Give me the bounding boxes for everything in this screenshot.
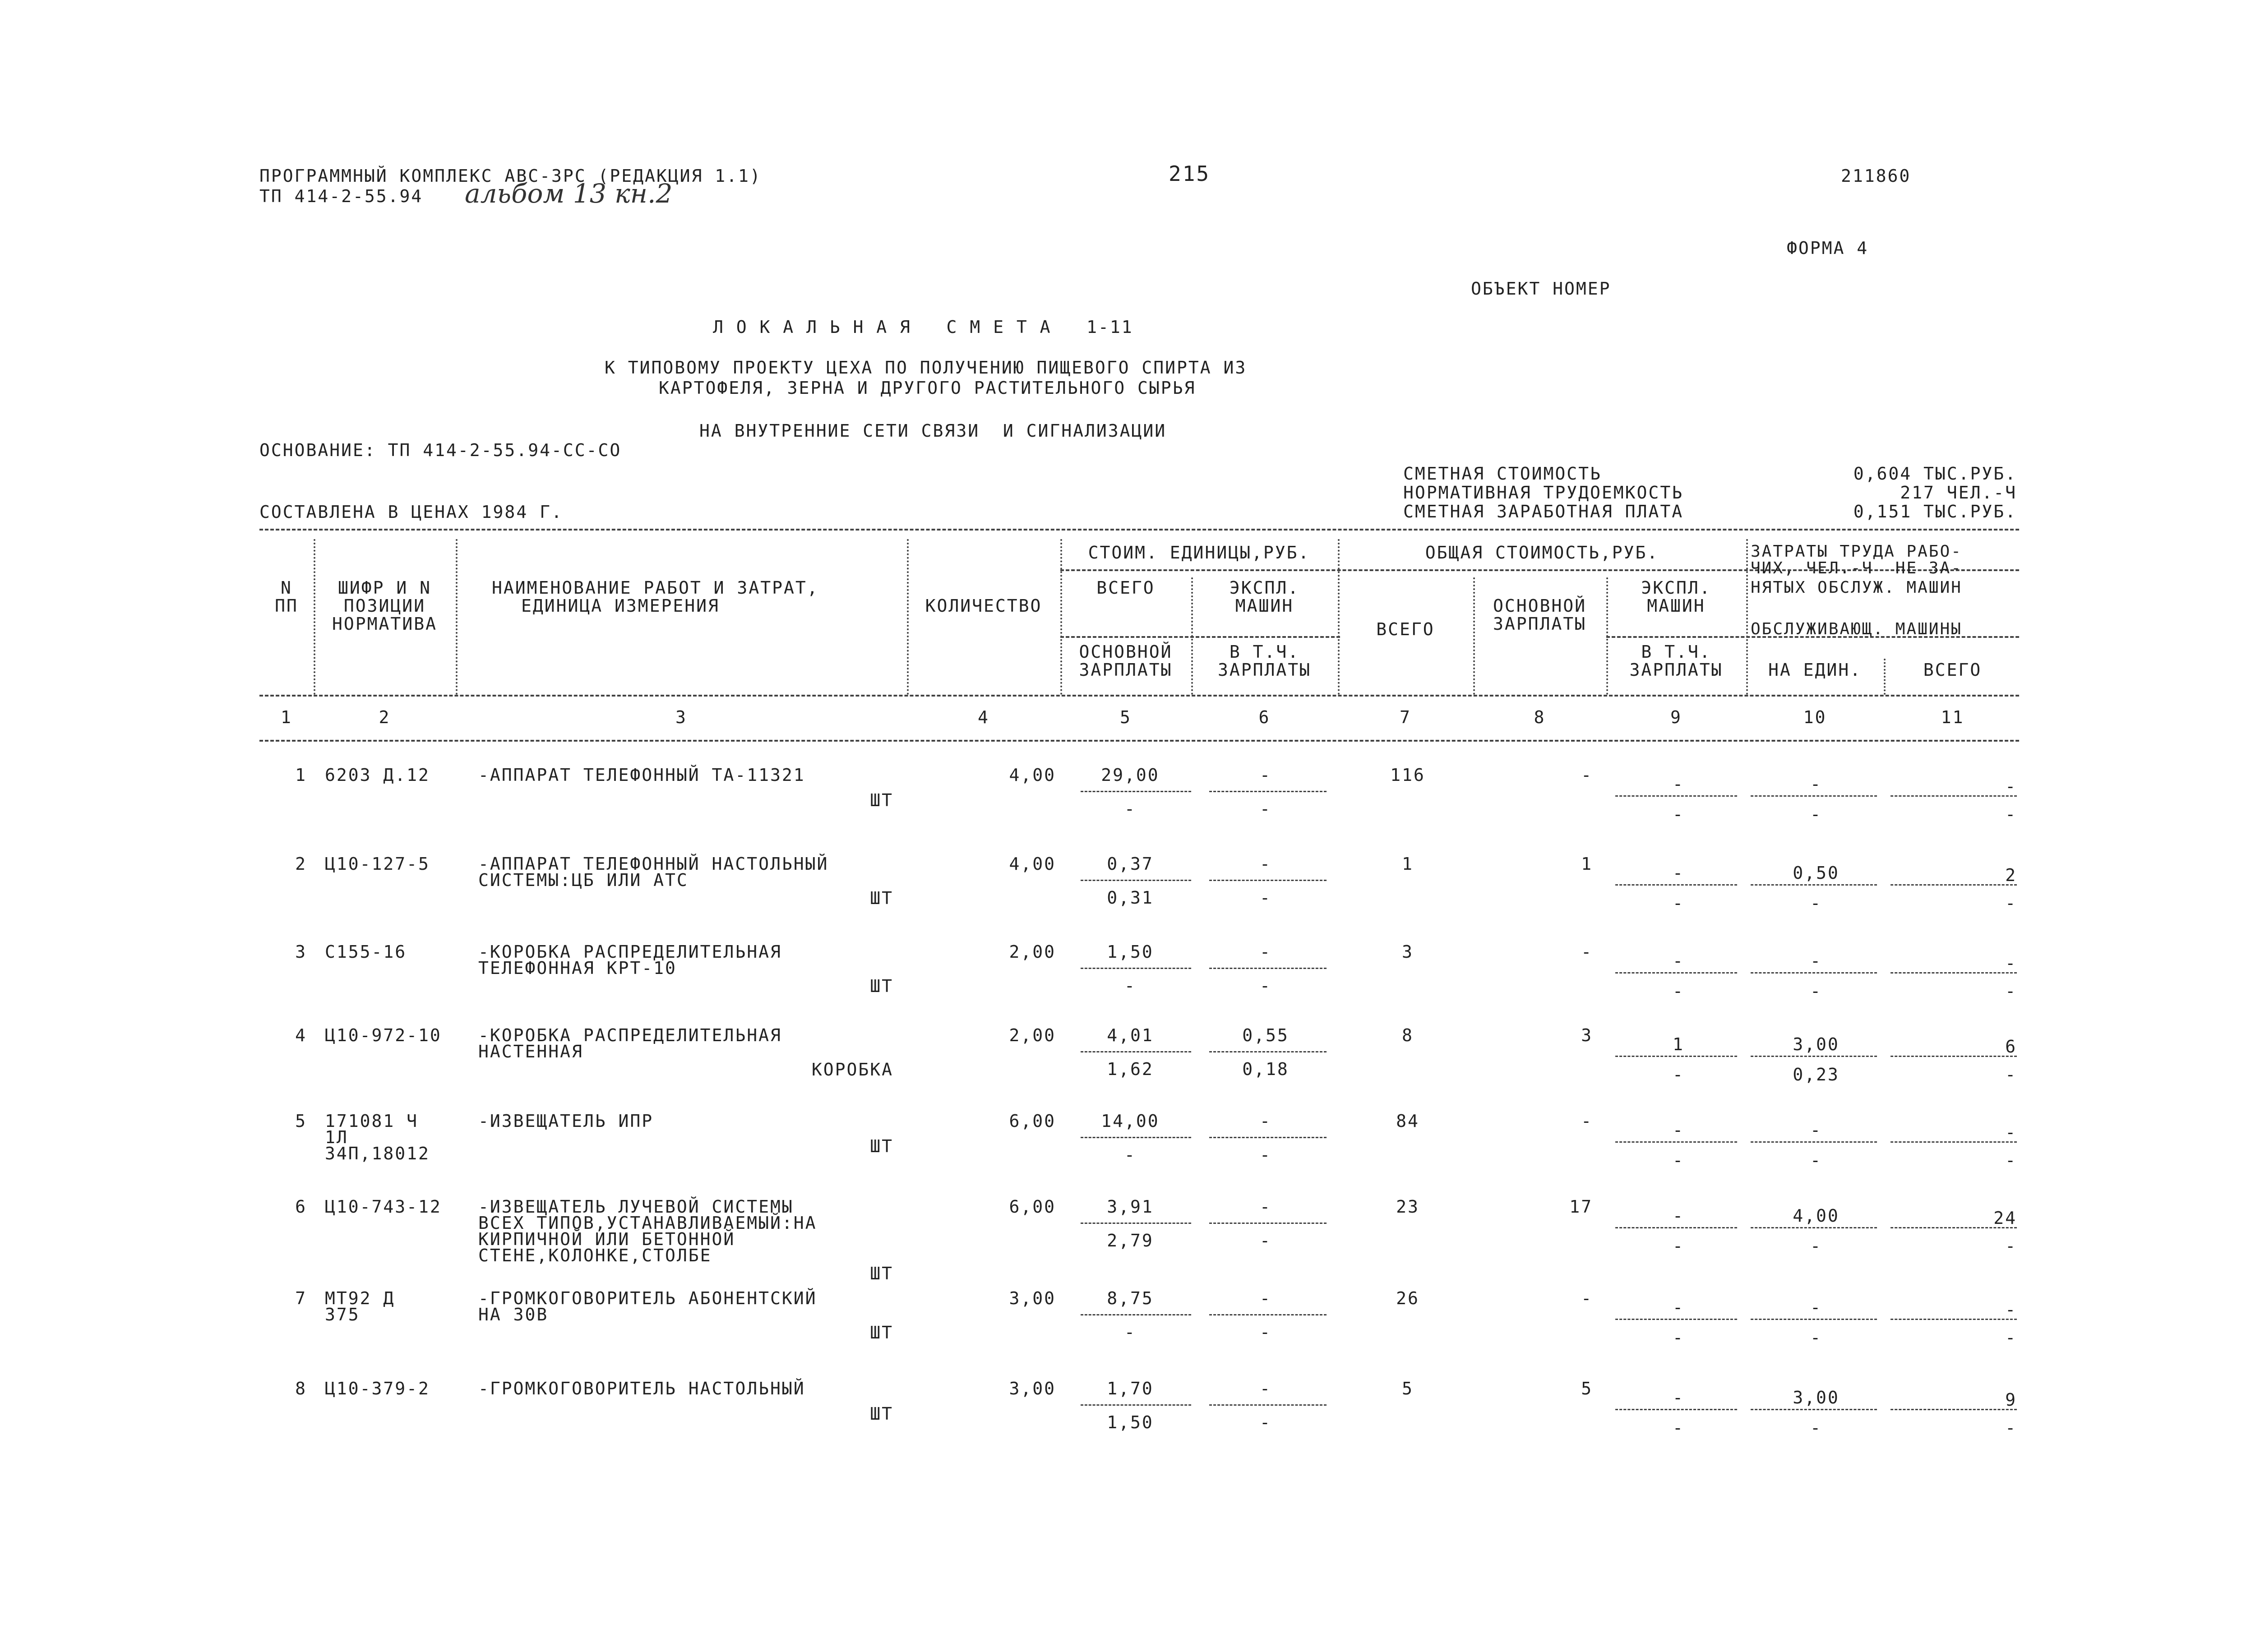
col6-sub-header: В Т.Ч. — [1229, 642, 1300, 662]
row-unit-wages: 1,62 — [1107, 1059, 1154, 1079]
row-unit-machines: - — [1260, 1288, 1271, 1308]
row-quantity: 6,00 — [1009, 1111, 1056, 1131]
row-total-wages: - — [1581, 942, 1593, 962]
row-unit-total: 8,75 — [1107, 1288, 1154, 1308]
row-unit-machine-wages: - — [1260, 799, 1271, 819]
row-number: 2 — [295, 854, 307, 874]
row-name: -КОРОБКА РАСПРЕДЕЛИТЕЛЬНАЯ — [478, 1025, 782, 1045]
row-unit-wages: - — [1124, 1145, 1136, 1165]
cell-split-rule — [1615, 1056, 1737, 1057]
row-labor-total-sub: - — [2005, 1236, 2017, 1256]
column-divider — [1338, 539, 1340, 695]
row-total-wages: 1 — [1581, 854, 1593, 874]
column-divider — [1060, 539, 1062, 695]
cell-split-rule — [1615, 1227, 1737, 1228]
cell-split-rule — [1615, 972, 1737, 974]
column-divider — [314, 539, 315, 695]
column-number: 5 — [1120, 707, 1132, 727]
row-labor-total-sub: - — [2005, 1065, 2017, 1084]
cell-split-rule — [1081, 1314, 1191, 1315]
col7-header: ВСЕГО — [1376, 619, 1435, 639]
cell-split-rule — [1209, 1137, 1327, 1138]
row-quantity: 4,00 — [1009, 765, 1056, 785]
col6-header: ЭКСПЛ. — [1229, 578, 1300, 598]
row-unit-machines: - — [1260, 765, 1271, 785]
row-labor-per-unit-sub: - — [1810, 981, 1822, 1001]
cell-split-rule — [1751, 972, 1877, 974]
column-number: 6 — [1258, 707, 1271, 727]
cell-split-rule — [1891, 1409, 2017, 1410]
row-total: 23 — [1396, 1197, 1419, 1217]
page-number: 215 — [1169, 162, 1211, 186]
row-unit-machines: - — [1260, 1379, 1271, 1398]
row-total-machine-wages: - — [1673, 804, 1684, 824]
row-unit-total: 4,01 — [1107, 1025, 1154, 1045]
col1-header: ПП — [275, 596, 298, 616]
row-name: -АППАРАТ ТЕЛЕФОННЫЙ ТА-11321 — [478, 765, 805, 785]
row-labor-total-sub: - — [2005, 893, 2017, 913]
row-total-machine-wages: - — [1673, 1418, 1684, 1438]
cell-split-rule — [1081, 1223, 1191, 1224]
cell-split-rule — [1209, 1404, 1327, 1406]
cell-split-rule — [1751, 1319, 1877, 1320]
row-unit-machine-wages: - — [1260, 1145, 1271, 1165]
row-unit-machine-wages: - — [1260, 888, 1271, 908]
row-unit-wages: - — [1124, 1322, 1136, 1342]
row-labor-per-unit: - — [1810, 951, 1822, 971]
row-labor-per-unit-sub: - — [1810, 1150, 1822, 1170]
row-number: 5 — [295, 1111, 307, 1131]
row-unit-machines: 0,55 — [1242, 1025, 1289, 1045]
cell-split-rule — [1209, 1314, 1327, 1315]
cell-split-rule — [1209, 791, 1327, 792]
program-name: ПРОГРАММНЫЙ КОМПЛЕКС АВС-ЗРС (РЕДАКЦИЯ 1.1) — [259, 166, 762, 186]
row-labor-per-unit: 3,00 — [1793, 1034, 1840, 1054]
row-quantity: 2,00 — [1009, 942, 1056, 962]
col11-header: ВСЕГО — [1923, 660, 1982, 680]
row-labor-total: 2 — [2005, 865, 2017, 885]
cell-split-rule — [1209, 1051, 1327, 1052]
row-unit-machines: - — [1260, 1197, 1271, 1217]
col5-sub-header: ОСНОВНОЙ — [1079, 642, 1173, 662]
col5-header: ВСЕГО — [1096, 578, 1155, 598]
row-total-machines: - — [1673, 1206, 1684, 1226]
cell-split-rule — [1081, 791, 1191, 792]
project-description-line1: К ТИПОВОМУ ПРОЕКТУ ЦЕХА ПО ПОЛУЧЕНИЮ ПИЩЕВОГО СПИРТА ИЗ — [605, 358, 1247, 378]
labor-group-header: ЗАТРАТЫ ТРУДА РАБО- — [1751, 542, 1962, 561]
row-quantity: 2,00 — [1009, 1025, 1056, 1045]
row-name: -ИЗВЕЩАТЕЛЬ ЛУЧЕВОЙ СИСТЕМЫ — [478, 1197, 794, 1217]
estimate-subject: НА ВНУТРЕННИЕ СЕТИ СВЯЗИ И СИГНАЛИЗАЦИИ — [699, 421, 1167, 441]
row-unit: ШТ — [870, 1404, 893, 1424]
row-code: 1Л — [325, 1127, 348, 1147]
row-name: НАСТЕННАЯ — [478, 1042, 583, 1061]
column-divider — [1606, 577, 1608, 695]
row-labor-total-sub: - — [2005, 1150, 2017, 1170]
row-name: НА 30В — [478, 1305, 549, 1324]
header-unit-subrule — [1060, 636, 1340, 638]
row-total-machines: - — [1673, 951, 1684, 971]
col9-header: МАШИН — [1647, 596, 1706, 616]
row-code: Ц10-379-2 — [325, 1379, 430, 1398]
row-labor-per-unit-sub: - — [1810, 1236, 1822, 1256]
row-code: 6203 Д.12 — [325, 765, 430, 785]
row-total-machines: - — [1673, 1297, 1684, 1317]
cell-split-rule — [1751, 1056, 1877, 1057]
row-unit-wages: - — [1124, 799, 1136, 819]
object-number-label: ОБЪЕКТ НОМЕР — [1471, 279, 1611, 299]
col6-header: МАШИН — [1235, 596, 1294, 616]
col2-header: НОРМАТИВА — [332, 614, 437, 634]
column-number: 9 — [1670, 707, 1682, 727]
cell-split-rule — [1891, 972, 2017, 974]
row-labor-per-unit: - — [1810, 1120, 1822, 1140]
row-total: 8 — [1402, 1025, 1414, 1045]
row-code: Ц10-743-12 — [325, 1197, 442, 1217]
row-unit-total: 3,91 — [1107, 1197, 1154, 1217]
row-total-machines: 1 — [1673, 1034, 1684, 1054]
col4-header: КОЛИЧЕСТВО — [925, 596, 1042, 616]
row-unit: ШТ — [870, 976, 893, 996]
row-name: -ГРОМКОГОВОРИТЕЛЬ АБОНЕНТСКИЙ — [478, 1288, 817, 1308]
row-unit: ШТ — [870, 790, 893, 810]
row-total: 5 — [1402, 1379, 1414, 1398]
row-total: 116 — [1390, 765, 1425, 785]
column-divider — [1473, 577, 1475, 695]
row-number: 3 — [295, 942, 307, 962]
col3-header: ЕДИНИЦА ИЗМЕРЕНИЯ — [521, 596, 720, 616]
row-unit-total: 29,00 — [1101, 765, 1160, 785]
row-unit-machines: - — [1260, 854, 1271, 874]
row-labor-per-unit: 4,00 — [1793, 1206, 1840, 1226]
row-unit: ШТ — [870, 1264, 893, 1283]
row-total-wages: - — [1581, 1288, 1593, 1308]
row-labor-total: - — [2005, 1122, 2017, 1142]
row-labor-per-unit: 3,00 — [1793, 1388, 1840, 1407]
row-name: КИРПИЧНОЙ ИЛИ БЕТОННОЙ — [478, 1229, 735, 1249]
cell-split-rule — [1615, 1409, 1737, 1410]
cell-split-rule — [1751, 1409, 1877, 1410]
estimate-title: Л О К А Л Ь Н А Я С М Е Т А 1-11 — [713, 317, 1133, 337]
cell-split-rule — [1615, 1141, 1737, 1143]
cell-split-rule — [1081, 1137, 1191, 1138]
row-code: 34П,18012 — [325, 1144, 430, 1163]
row-total: 3 — [1402, 942, 1414, 962]
row-unit-wages: - — [1124, 976, 1136, 996]
row-unit-total: 14,00 — [1101, 1111, 1160, 1131]
cell-split-rule — [1081, 1404, 1191, 1406]
col3-header: НАИМЕНОВАНИЕ РАБОТ И ЗАТРАТ, — [492, 578, 819, 598]
row-total: 26 — [1396, 1288, 1419, 1308]
price-level: СОСТАВЛЕНА В ЦЕНАХ 1984 Г. — [259, 502, 563, 522]
row-name: -ИЗВЕЩАТЕЛЬ ИПР — [478, 1111, 654, 1131]
col2-header: ШИФР И N — [337, 578, 432, 598]
row-unit-total: 0,37 — [1107, 854, 1154, 874]
row-name: ТЕЛЕФОННАЯ КРТ-10 — [478, 958, 677, 978]
summary-value: 0,151 ТЫС.РУБ. — [1853, 502, 2017, 521]
row-code: 375 — [325, 1305, 360, 1324]
row-labor-per-unit-sub: - — [1810, 893, 1822, 913]
row-unit-wages: 0,31 — [1107, 888, 1154, 908]
row-labor-total: 6 — [2005, 1037, 2017, 1057]
row-code: Ц10-127-5 — [325, 854, 430, 874]
column-divider — [456, 539, 458, 695]
column-number: 1 — [281, 707, 292, 727]
col9-sub-header: В Т.Ч. — [1641, 642, 1711, 662]
cell-split-rule — [1615, 1319, 1737, 1320]
row-total-wages: 5 — [1581, 1379, 1593, 1398]
row-quantity: 3,00 — [1009, 1288, 1056, 1308]
row-labor-per-unit-sub: 0,23 — [1793, 1065, 1840, 1084]
row-total-machine-wages: - — [1673, 981, 1684, 1001]
cell-split-rule — [1891, 795, 2017, 797]
row-code: 171081 Ч — [325, 1111, 419, 1131]
row-labor-total: 9 — [2005, 1390, 2017, 1410]
row-quantity: 6,00 — [1009, 1197, 1056, 1217]
project-code: ТП 414-2-55.94 — [259, 186, 423, 206]
cell-split-rule — [1751, 1227, 1877, 1228]
handwritten-note: альбом 13 кн.2 — [465, 178, 673, 209]
labor-group-header: НЯТЫХ ОБСЛУЖ. МАШИН — [1751, 578, 1962, 597]
row-code: МТ92 Д — [325, 1288, 395, 1308]
row-total-machine-wages: - — [1673, 1065, 1684, 1084]
row-labor-total-sub: - — [2005, 1418, 2017, 1438]
row-unit-total: 1,50 — [1107, 942, 1154, 962]
col8-header: ОСНОВНОЙ — [1493, 596, 1587, 616]
cell-split-rule — [1081, 1051, 1191, 1052]
row-labor-per-unit-sub: - — [1810, 804, 1822, 824]
row-unit: ШТ — [870, 1136, 893, 1156]
document-number: 211860 — [1841, 166, 1911, 186]
project-description-line2: КАРТОФЕЛЯ, ЗЕРНА И ДРУГОГО РАСТИТЕЛЬНОГО СЫРЬЯ — [659, 378, 1196, 398]
row-code: С155-16 — [325, 942, 407, 962]
row-name: СИСТЕМЫ:ЦБ ИЛИ АТС — [478, 870, 689, 890]
summary-value: 0,604 ТЫС.РУБ. — [1853, 464, 2017, 484]
cell-split-rule — [1081, 880, 1191, 881]
row-labor-total: - — [2005, 1300, 2017, 1320]
cell-split-rule — [1891, 1141, 2017, 1143]
column-divider — [1746, 539, 1748, 695]
total-cost-group-header: ОБЩАЯ СТОИМОСТЬ,РУБ. — [1425, 543, 1659, 563]
col2-header: ПОЗИЦИИ — [343, 596, 426, 616]
column-number: 11 — [1941, 707, 1965, 727]
row-total-wages: - — [1581, 765, 1593, 785]
row-unit: КОРОБКА — [811, 1060, 893, 1080]
column-number: 10 — [1803, 707, 1827, 727]
row-total-machines: - — [1673, 863, 1684, 883]
cell-split-rule — [1751, 795, 1877, 797]
row-total-machines: - — [1673, 1120, 1684, 1140]
col1-header: N — [281, 578, 292, 598]
summary-label: НОРМАТИВНАЯ ТРУДОЕМКОСТЬ — [1403, 483, 1684, 503]
row-unit: ШТ — [870, 1323, 893, 1343]
row-unit-machine-wages: - — [1260, 1231, 1271, 1251]
row-total-machines: - — [1673, 774, 1684, 794]
summary-value: 217 ЧЕЛ.-Ч — [1900, 483, 2017, 503]
column-number: 8 — [1534, 707, 1546, 727]
row-unit-machine-wages: - — [1260, 1322, 1271, 1342]
cell-split-rule — [1209, 1223, 1327, 1224]
row-unit-wages: 1,50 — [1107, 1412, 1154, 1432]
cell-split-rule — [1209, 880, 1327, 881]
row-code: Ц10-972-10 — [325, 1025, 442, 1045]
row-unit-machine-wages: - — [1260, 976, 1271, 996]
cell-split-rule — [1615, 884, 1737, 886]
col9-sub-header: ЗАРПЛАТЫ — [1629, 660, 1723, 680]
row-total-machine-wages: - — [1673, 893, 1684, 913]
row-labor-total-sub: - — [2005, 981, 2017, 1001]
column-number: 3 — [675, 707, 687, 727]
row-name: ВСЕХ ТИПОВ,УСТАНАВЛИВАЕМЫЙ:НА — [478, 1213, 817, 1233]
labor-sub-header: ОБСЛУЖИВАЮЩ. МАШИНЫ — [1751, 620, 1962, 638]
row-total-machine-wages: - — [1673, 1328, 1684, 1347]
col9-header: ЭКСПЛ. — [1641, 578, 1711, 598]
column-numbers-rule — [259, 740, 2019, 742]
row-labor-per-unit: - — [1810, 1297, 1822, 1317]
row-name: -АППАРАТ ТЕЛЕФОННЫЙ НАСТОЛЬНЫЙ — [478, 854, 829, 874]
form-label: ФОРМА 4 — [1787, 238, 1869, 258]
summary-label: СМЕТНАЯ СТОИМОСТЬ — [1403, 464, 1602, 484]
row-labor-total: - — [2005, 953, 2017, 973]
row-number: 8 — [295, 1379, 307, 1398]
row-total: 1 — [1402, 854, 1414, 874]
row-unit-machines: - — [1260, 1111, 1271, 1131]
row-total-wages: 3 — [1581, 1025, 1593, 1045]
row-unit: ШТ — [870, 888, 893, 908]
row-labor-total: - — [2005, 776, 2017, 796]
col6-sub-header: ЗАРПЛАТЫ — [1217, 660, 1312, 680]
row-total: 84 — [1396, 1111, 1419, 1131]
estimate-basis: ОСНОВАНИЕ: ТП 414-2-55.94-СС-СО — [259, 440, 622, 460]
row-unit-machine-wages: - — [1260, 1412, 1271, 1432]
row-labor-per-unit: - — [1810, 774, 1822, 794]
cell-split-rule — [1081, 968, 1191, 969]
row-total-machines: - — [1673, 1388, 1684, 1407]
summary-label: СМЕТНАЯ ЗАРАБОТНАЯ ПЛАТА — [1403, 502, 1684, 521]
row-name: СТЕНЕ,КОЛОНКЕ,СТОЛБЕ — [478, 1246, 712, 1265]
row-total-machine-wages: - — [1673, 1150, 1684, 1170]
column-number: 7 — [1400, 707, 1411, 727]
column-divider — [1191, 577, 1193, 695]
row-number: 6 — [295, 1197, 307, 1217]
cell-split-rule — [1751, 1141, 1877, 1143]
row-labor-total-sub: - — [2005, 1328, 2017, 1347]
col10-header: НА ЕДИН. — [1768, 660, 1862, 680]
row-number: 1 — [295, 765, 307, 785]
row-number: 7 — [295, 1288, 307, 1308]
column-divider — [907, 539, 909, 695]
column-number: 2 — [379, 707, 391, 727]
col8-header: ЗАРПЛАТЫ — [1493, 614, 1587, 634]
cell-split-rule — [1891, 1056, 2017, 1057]
column-number: 4 — [978, 707, 989, 727]
cell-split-rule — [1751, 884, 1877, 886]
row-unit-machines: - — [1260, 942, 1271, 962]
unit-cost-group-header: СТОИМ. ЕДИНИЦЫ,РУБ. — [1088, 543, 1310, 563]
row-total-wages: - — [1581, 1111, 1593, 1131]
column-divider — [1884, 659, 1886, 695]
row-total-machine-wages: - — [1673, 1236, 1684, 1256]
row-number: 4 — [295, 1025, 307, 1045]
row-labor-per-unit-sub: - — [1810, 1418, 1822, 1438]
header-bottom-rule — [259, 695, 2019, 697]
row-labor-total: 24 — [1993, 1208, 2017, 1228]
row-name: -КОРОБКА РАСПРЕДЕЛИТЕЛЬНАЯ — [478, 942, 782, 962]
cell-split-rule — [1891, 1319, 2017, 1320]
cell-split-rule — [1891, 884, 2017, 886]
row-total-wages: 17 — [1569, 1197, 1593, 1217]
col5-sub-header: ЗАРПЛАТЫ — [1079, 660, 1173, 680]
cell-split-rule — [1615, 795, 1737, 797]
cell-split-rule — [1209, 968, 1327, 969]
labor-group-header: ЧИХ, ЧЕЛ.-Ч НЕ ЗА- — [1751, 559, 1962, 577]
row-unit-total: 1,70 — [1107, 1379, 1154, 1398]
row-unit-machine-wages: 0,18 — [1242, 1059, 1289, 1079]
row-labor-per-unit: 0,50 — [1793, 863, 1840, 883]
row-labor-per-unit-sub: - — [1810, 1328, 1822, 1347]
row-unit-wages: 2,79 — [1107, 1231, 1154, 1251]
row-labor-total-sub: - — [2005, 804, 2017, 824]
cell-split-rule — [1891, 1227, 2017, 1228]
row-quantity: 3,00 — [1009, 1379, 1056, 1398]
row-name: -ГРОМКОГОВОРИТЕЛЬ НАСТОЛЬНЫЙ — [478, 1379, 805, 1398]
header-top-rule — [259, 529, 2019, 531]
row-quantity: 4,00 — [1009, 854, 1056, 874]
